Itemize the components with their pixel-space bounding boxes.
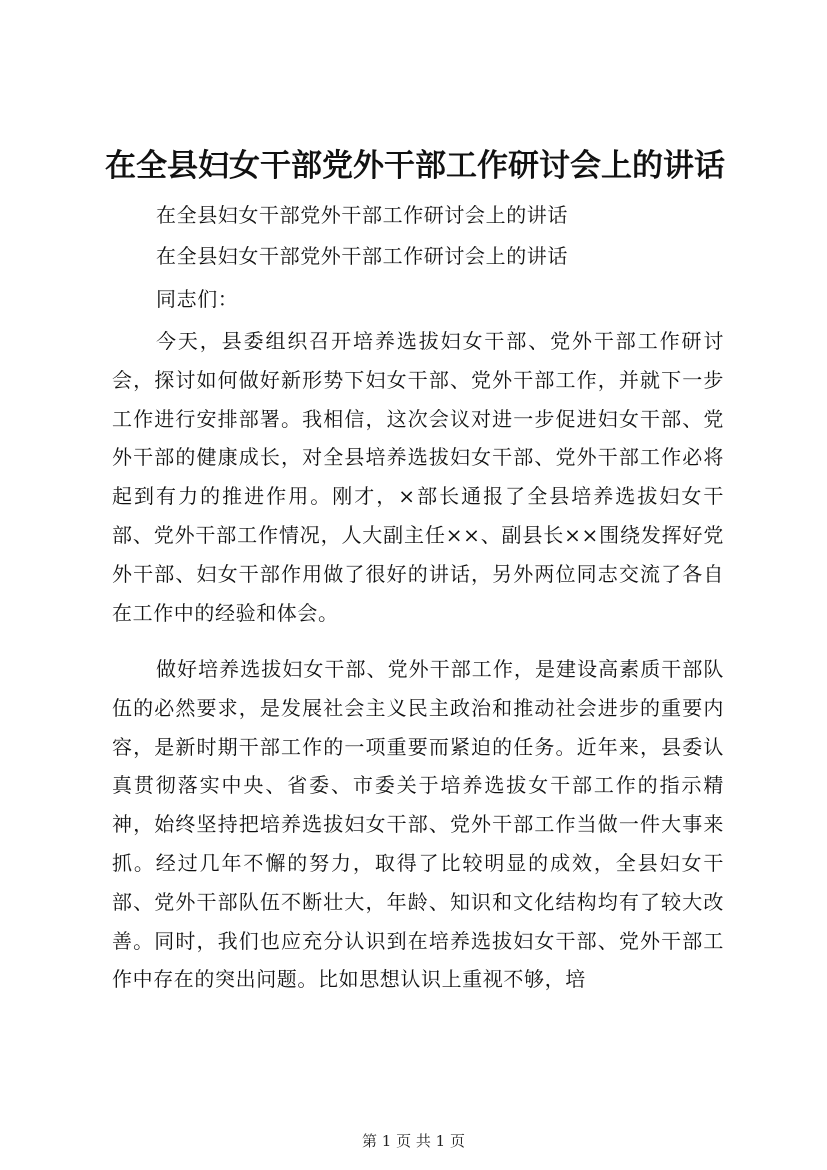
paragraph-2: 做好培养选拔妇女干部、党外干部工作，是建设高素质干部队伍的必然要求，是发展社会主义民主政治和推动社会进步的重要内容，是新时期干部工作的一项重要而紧迫的任务。近年来，县委认真贯彻落实中央、省委、市委关于培养选拔女干部工作的指示精神，始终坚持把培养选拔妇女干部、党外干部工作当做一件大事来抓。经过几年不懈的努力，取得了比较明显的成效，全县妇女干部、党外干部队伍不断壮大，年龄、知识和文化结构均有了较大改善。同时，我们也应充分认识到在培养选拔妇女干部、党外干部工作中存在的突出问题。比如思想认识上重视不够，培: [112, 657, 724, 992]
salutation: 同志们：: [156, 287, 239, 311]
subtitle-line-1: 在全县妇女干部党外干部工作研讨会上的讲话: [156, 203, 568, 227]
document-title: 在全县妇女干部党外干部工作研讨会上的讲话: [105, 148, 725, 184]
paragraph-1: 今天，县委组织召开培养选拔妇女干部、党外干部工作研讨会，探讨如何做好新形势下妇女干部、党外干部工作，并就下一步工作进行安排部署。我相信，这次会议对进一步促进妇女干部、党外干部的健康成长，对全县培养选拔妇女干部、党外干部工作必将起到有力的推进作用。刚才，×部长通报了全县培养选拔妇女干部、党外干部工作情况，人大副主任××、副县长××围绕发挥好党外干部、妇女干部作用做了很好的讲话，另外两位同志交流了各自在工作中的经验和体会。: [112, 329, 724, 625]
subtitle-line-2: 在全县妇女干部党外干部工作研讨会上的讲话: [156, 244, 568, 268]
page-footer: 第 1 页 共 1 页: [362, 1132, 465, 1150]
